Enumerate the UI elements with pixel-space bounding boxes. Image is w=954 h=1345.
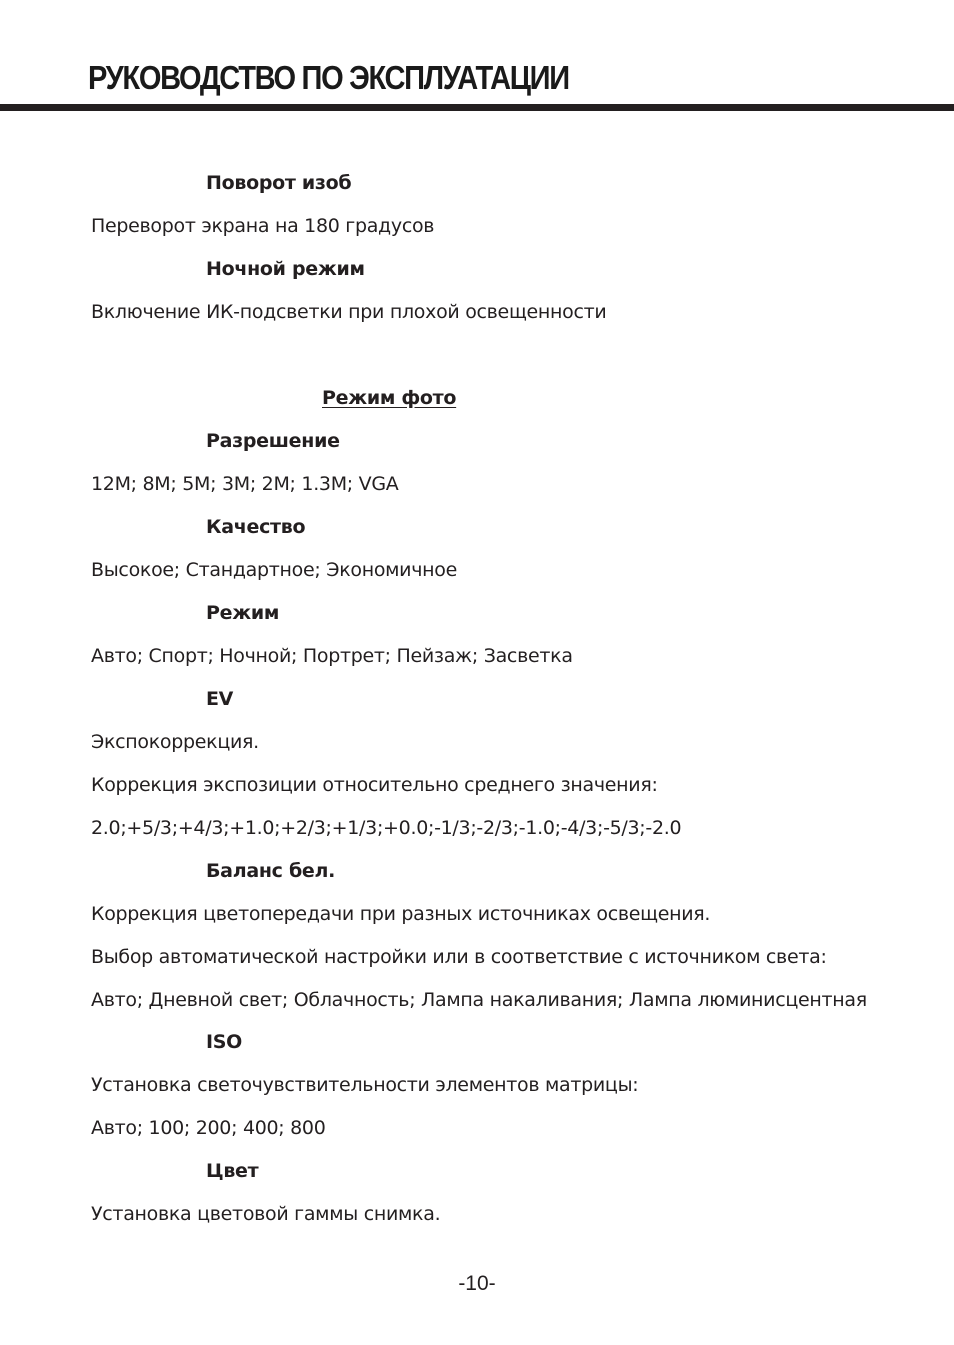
mode-heading: Режим xyxy=(206,602,280,624)
rotate-description: Переворот экрана на 180 градусов xyxy=(91,215,435,237)
color-description: Установка цветовой гаммы снимка. xyxy=(91,1203,441,1225)
quality-values: Высокое; Стандартное; Экономичное xyxy=(91,559,457,581)
page-number: -10- xyxy=(458,1272,496,1295)
white-balance-values: Авто; Дневной свет; Облачность; Лампа накаливания; Лампа люминисцентная xyxy=(91,989,867,1011)
quality-heading: Качество xyxy=(206,516,306,538)
iso-heading: ISO xyxy=(206,1031,243,1053)
ev-heading: EV xyxy=(206,688,234,710)
rotate-heading: Поворот изоб xyxy=(206,172,352,194)
ev-description-2: Коррекция экспозиции относительно среднего значения: xyxy=(91,774,658,796)
mode-values: Авто; Спорт; Ночной; Портрет; Пейзаж; Засветка xyxy=(91,645,573,667)
iso-values: Авто; 100; 200; 400; 800 xyxy=(91,1117,326,1139)
resolution-values: 12M; 8M; 5M; 3M; 2M; 1.3M; VGA xyxy=(91,473,399,495)
white-balance-description-2: Выбор автоматической настройки или в соответствие с источником света: xyxy=(91,946,827,968)
header-rule xyxy=(0,104,954,111)
white-balance-heading: Баланс бел. xyxy=(206,860,336,882)
resolution-heading: Разрешение xyxy=(206,430,340,452)
night-mode-description: Включение ИК-подсветки при плохой освещенности xyxy=(91,301,607,323)
ev-description-1: Экспокоррекция. xyxy=(91,731,259,753)
photo-mode-section-title: Режим фото xyxy=(322,387,457,409)
color-heading: Цвет xyxy=(206,1160,259,1182)
page-header-title: РУКОВОДСТВО ПО ЭКСПЛУАТАЦИИ xyxy=(88,59,569,96)
ev-values: 2.0;+5/3;+4/3;+1.0;+2/3;+1/3;+0.0;-1/3;-2/3;-1.0;-4/3;-5/3;-2.0 xyxy=(91,817,682,839)
night-mode-heading: Ночной режим xyxy=(206,258,365,280)
white-balance-description-1: Коррекция цветопередачи при разных источниках освещения. xyxy=(91,903,711,925)
iso-description: Установка светочувствительности элементов матрицы: xyxy=(91,1074,639,1096)
